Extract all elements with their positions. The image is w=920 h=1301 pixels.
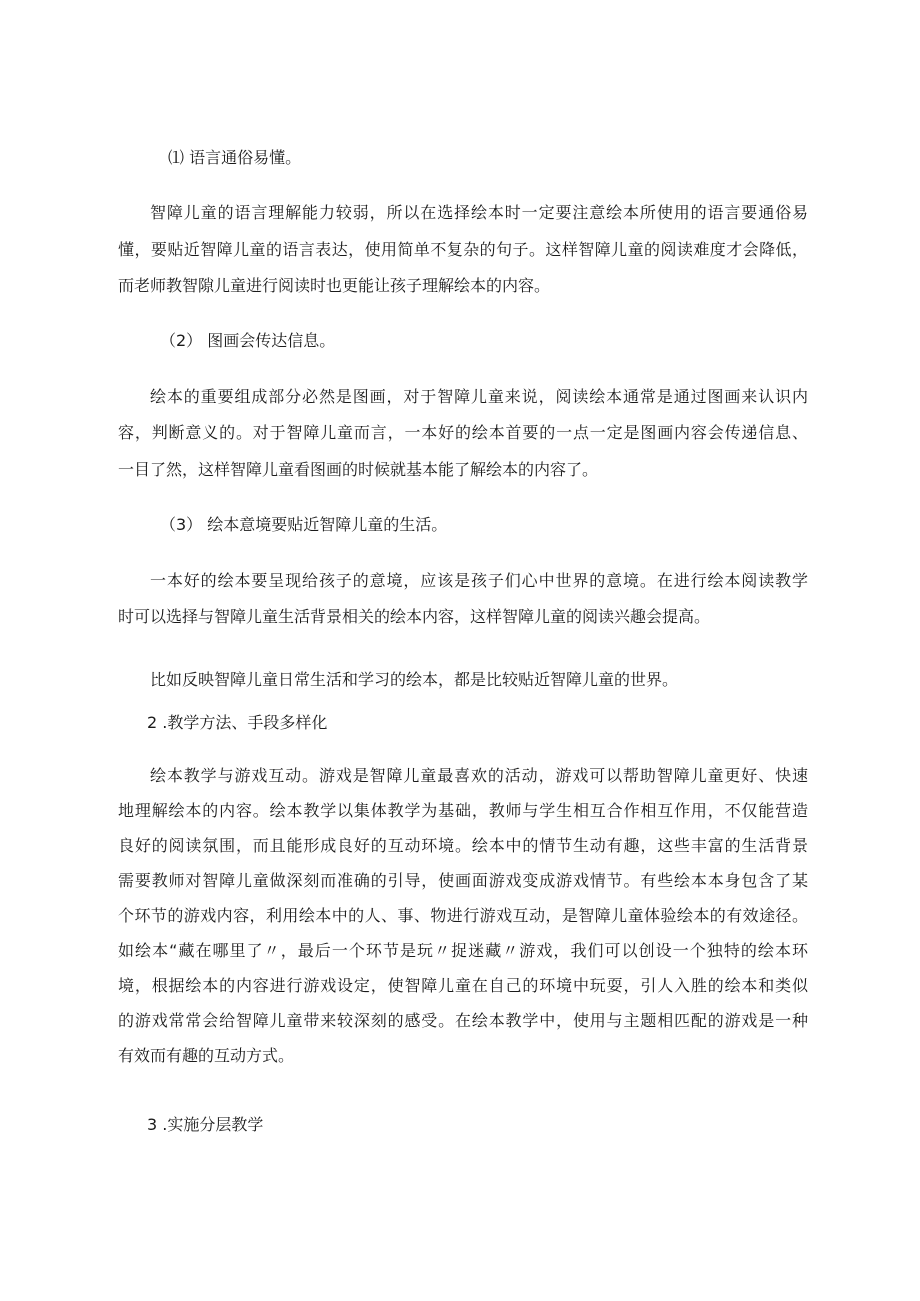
paragraph-line: 需要教师对智障儿童做深刻而准确的引导，使画面游戏变成游戏情节。有些绘本本身包含了某 [118,871,808,890]
paragraph-line: 懂，要贴近智障儿童的语言表达，使用简单不复杂的句子。这样智障儿童的阅读难度才会降低， [118,240,808,259]
paragraph-line: 的游戏常常会给智障儿童带来较深刻的感受。在绘本教学中，使用与主题相匹配的游戏是一种 [118,1011,808,1030]
section-heading-methods: 2 .教学方法、手段多样化 [147,713,328,732]
paragraph-line: 地理解绘本的内容。绘本教学以集体教学为基础，教师与学生相互合作相互作用，不仅能营造 [118,801,808,820]
paragraph-line: 智障儿童的语言理解能力较弱，所以在选择绘本时一定要注意绘本所使用的语言要通俗易 [150,203,808,222]
paragraph-line: 绘本的重要组成部分必然是图画，对于智障儿童来说，阅读绘本通常是通过图画来认识内 [150,387,808,406]
paragraph-line: 境，根据绘本的内容进行游戏设定，使智障儿童在自己的环境中玩耍，引人入胜的绘本和类似 [118,976,808,995]
paragraph-line: 时可以选择与智障儿童生活背景相关的绘本内容，这样智障儿童的阅读兴趣会提高。 [118,607,711,626]
subheading-language: ⑴ 语言通俗易懂。 [168,148,302,167]
paragraph-line: 有效而有趣的互动方式。 [118,1046,295,1065]
subheading-life: （3） 绘本意境要贴近智障儿童的生活。 [160,515,448,534]
paragraph-line: 个环节的游戏内容，利用绘本中的人、事、物进行游戏互动，是智障儿童体验绘本的有效途径。 [118,906,808,925]
section-heading-layered: 3 .实施分层教学 [147,1115,264,1134]
paragraph-line: 比如反映智障儿童日常生活和学习的绘本，都是比较贴近智障儿童的世界。 [150,670,679,689]
paragraph-line: 而老师教智隙儿童进行阅读时也更能让孩子理解绘本的内容。 [118,276,551,295]
paragraph-line: 如绘本“藏在哪里了〃，最后一个环节是玩〃捉迷藏〃游戏，我们可以创设一个独特的绘本环 [118,941,808,960]
paragraph-line: 良好的阅读氛围，而且能形成良好的互动环境。绘本中的情节生动有趣，这些丰富的生活背景 [118,836,808,855]
paragraph-line: 一本好的绘本要呈现给孩子的意境，应该是孩子们心中世界的意境。在进行绘本阅读教学 [150,571,808,590]
paragraph-line: 绘本教学与游戏互动。游戏是智障儿童最喜欢的活动，游戏可以帮助智障儿童更好、快速 [150,766,808,785]
paragraph-line: 一目了然，这样智障儿童看图画的时候就基本能了解绘本的内容了。 [118,460,599,479]
subheading-pictures: （2） 图画会传达信息。 [160,331,336,350]
paragraph-line: 容，判断意义的。对于智障儿童而言，一本好的绘本首要的一点一定是图画内容会传递信息、 [118,423,808,442]
